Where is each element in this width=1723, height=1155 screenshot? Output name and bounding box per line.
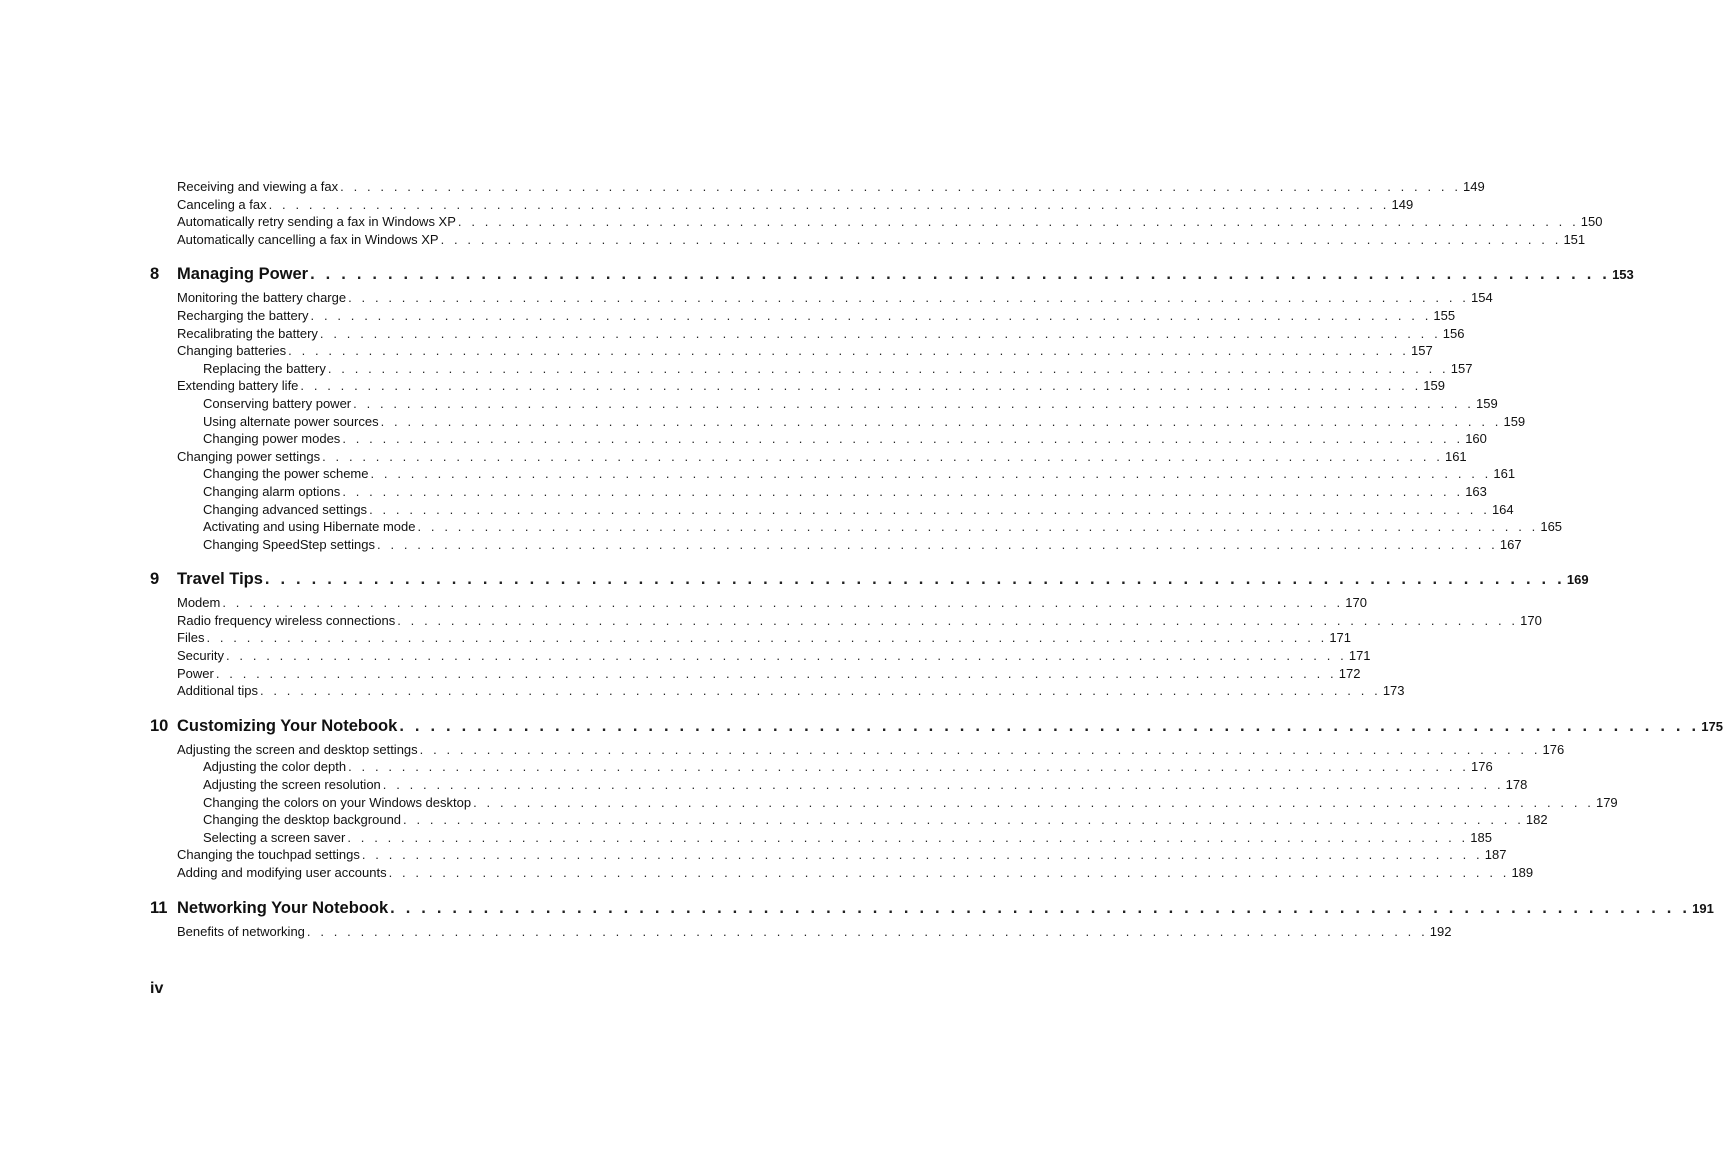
- dot-leader: . . . . . . . . . . . . . . . . . . . . . . . . . . . . . . . . . . . . . . . . . . . . . . . . . . . . . . . . . . . . . . . . . . . . . . . . . . . . . . . . . . . .: [319, 325, 1441, 341]
- toc-entry[interactable]: [177, 846, 1507, 864]
- toc-page-number: 155: [1433, 307, 1456, 323]
- toc-entry[interactable]: [177, 231, 1586, 249]
- toc-entry-title: Replacing the battery: [203, 360, 326, 376]
- toc-chapter-heading[interactable]: [150, 896, 1714, 920]
- dot-leader: . . . . . . . . . . . . . . . . . . . . . . . . . . . . . . . . . . . . . . . . . . . . . . . . . . . . . . . . . . . . . . . . . . . . . . . . . . . . . . . . . . . .: [370, 466, 1492, 482]
- toc-page-number: 169: [1566, 572, 1589, 588]
- dot-leader: . . . . . . . . . . . . . . . . . . . . . . . . . . . . . . . . . . . . . . . . . . . . . . . . . . . . . . . . . . . . . . . . . . . . . . . . . . . . . . . . . . . .: [369, 501, 1490, 517]
- toc-entry[interactable]: [203, 483, 1487, 501]
- toc-entry-title: Monitoring the battery charge: [177, 290, 347, 306]
- toc-entry[interactable]: [177, 612, 1542, 630]
- dot-leader: . . . . . . . . . . . . . . . . . . . . . . . . . . . . . . . . . . . . . . . . . . . . . . . . . . . . . . . . . . . . . . . . . . . . . . . . . . . . . . . . . . . .: [377, 536, 1498, 552]
- toc-entry-title: Power: [177, 665, 214, 681]
- dot-leader: . . . . . . . . . . . . . . . . . . . . . . . . . . . . . . . . . . . . . . . . . . . . . . . . . . . . . . . . . . . . . . . . . . . . . . . . . . . . . . . . . . . .: [288, 343, 1410, 359]
- toc-page-number: 159: [1423, 378, 1445, 394]
- toc-entry-title: Managing Power: [177, 265, 309, 284]
- toc-entry-title: Activating and using Hibernate mode: [203, 519, 416, 535]
- toc-entry-title: Selecting a screen saver: [203, 829, 346, 845]
- toc-entry[interactable]: [177, 665, 1361, 683]
- dot-leader: . . . . . . . . . . . . . . . . . . . . . . . . . . . . . . . . . . . . . . . . . . . . . . . . . . . . . . . . . . . . . . . . . . . . . . . . . . . . . . . . . . . .: [417, 519, 1539, 535]
- dot-leader: . . . . . . . . . . . . . . . . . . . . . . . . . . . . . . . . . . . . . . . . . . . . . . . . . . . . . . . . . . . . . . . . . . . . . . . . . . . . . . . . . . . .: [361, 847, 1483, 863]
- toc-page-number: 171: [1348, 648, 1371, 664]
- toc-entry[interactable]: [177, 923, 1452, 941]
- toc-page-number: 159: [1503, 413, 1526, 429]
- toc-entry-title: Radio frequency wireless connections: [177, 612, 396, 628]
- toc-entry-title: Automatically cancelling a fax in Windows XP: [177, 231, 439, 247]
- toc-page-number: 153: [1612, 267, 1634, 283]
- toc-page-number: 187: [1484, 847, 1507, 863]
- toc-page-number: 164: [1491, 501, 1514, 517]
- dot-leader: . . . . . . . . . . . . . . . . . . . . . . . . . . . . . . . . . . . . . . . . . . . . . . . . . . . . . . . . . . . . . . . . . . . . . . . . . . . . . . . . . . . .: [457, 214, 1579, 230]
- toc-entry-title: Changing the power scheme: [203, 466, 369, 482]
- toc-entry[interactable]: [203, 430, 1487, 448]
- toc-page-number: 160: [1465, 431, 1487, 447]
- toc-entry[interactable]: [177, 741, 1565, 759]
- dot-leader: . . . . . . . . . . . . . . . . . . . . . . . . . . . . . . . . . . . . . . . . . . . . . . . . . . . . . . . . . . . . . . . . . . . . . . . . . . . . . . . . . . . .: [300, 378, 1422, 394]
- toc-entry-title: Changing alarm options: [203, 483, 341, 499]
- chapter-number: 10: [150, 716, 169, 735]
- toc-page-number: 159: [1476, 395, 1498, 411]
- dot-leader: . . . . . . . . . . . . . . . . . . . . . . . . . . . . . . . . . . . . . . . . . . . . . . . . . . . . . . . . . . . . . . . . . . . . . . . . . . . . . . . . . . . .: [310, 265, 1611, 284]
- toc-entry-title: Changing power settings: [177, 448, 321, 464]
- toc-page-number: 176: [1470, 759, 1493, 775]
- toc-page-number: 175: [1701, 718, 1723, 734]
- dot-leader: . . . . . . . . . . . . . . . . . . . . . . . . . . . . . . . . . . . . . . . . . . . . . . . . . . . . . . . . . . . . . . . . . . . . . . . . . . . . . . . . . . . .: [264, 570, 1565, 589]
- dot-leader: . . . . . . . . . . . . . . . . . . . . . . . . . . . . . . . . . . . . . . . . . . . . . . . . . . . . . . . . . . . . . . . . . . . . . . . . . . . . . . . . . . . .: [327, 360, 1449, 376]
- dot-leader: . . . . . . . . . . . . . . . . . . . . . . . . . . . . . . . . . . . . . . . . . . . . . . . . . . . . . . . . . . . . . . . . . . . . . . . . . . . . . . . . . . . .: [268, 196, 1390, 212]
- page-number: iv: [150, 980, 164, 997]
- dot-leader: . . . . . . . . . . . . . . . . . . . . . . . . . . . . . . . . . . . . . . . . . . . . . . . . . . . . . . . . . . . . . . . . . . . . . . . . . . . . . . . . . . . .: [380, 413, 1502, 429]
- toc-page-number: 182: [1525, 812, 1548, 828]
- toc-entry-title: Canceling a fax: [177, 196, 267, 212]
- dot-leader: . . . . . . . . . . . . . . . . . . . . . . . . . . . . . . . . . . . . . . . . . . . . . . . . . . . . . . . . . . . . . . . . . . . . . . . . . . . . . . . . . . . .: [390, 898, 1691, 917]
- toc-entry-title: Adjusting the screen and desktop settings: [177, 741, 418, 757]
- toc-chapter-heading[interactable]: [150, 567, 1589, 591]
- dot-leader: . . . . . . . . . . . . . . . . . . . . . . . . . . . . . . . . . . . . . . . . . . . . . . . . . . . . . . . . . . . . . . . . . . . . . . . . . . . . . . . . . . . .: [399, 716, 1700, 735]
- toc-entry-title: Recalibrating the battery: [177, 325, 318, 341]
- toc-entry-title: Changing power modes: [203, 431, 341, 447]
- toc-entry[interactable]: [177, 629, 1352, 647]
- toc-entry[interactable]: [177, 682, 1405, 700]
- dot-leader: . . . . . . . . . . . . . . . . . . . . . . . . . . . . . . . . . . . . . . . . . . . . . . . . . . . . . . . . . . . . . . . . . . . . . . . . . . . . . . . . . . . .: [348, 759, 1469, 775]
- dot-leader: . . . . . . . . . . . . . . . . . . . . . . . . . . . . . . . . . . . . . . . . . . . . . . . . . . . . . . . . . . . . . . . . . . . . . . . . . . . . . . . . . . . .: [388, 865, 1510, 880]
- toc-entry[interactable]: [177, 647, 1371, 665]
- dot-leader: . . . . . . . . . . . . . . . . . . . . . . . . . . . . . . . . . . . . . . . . . . . . . . . . . . . . . . . . . . . . . . . . . . . . . . . . . . . . . . . . . . . .: [382, 777, 1504, 793]
- toc-entry[interactable]: [177, 377, 1445, 395]
- toc-page-number: 150: [1580, 214, 1603, 230]
- dot-leader: . . . . . . . . . . . . . . . . . . . . . . . . . . . . . . . . . . . . . . . . . . . . . . . . . . . . . . . . . . . . . . . . . . . . . . . . . . . . . . . . . . . .: [440, 231, 1562, 247]
- toc-entry[interactable]: [177, 196, 1414, 214]
- dot-leader: . . . . . . . . . . . . . . . . . . . . . . . . . . . . . . . . . . . . . . . . . . . . . . . . . . . . . . . . . . . . . . . . . . . . . . . . . . . . . . . . . . . .: [342, 431, 1464, 447]
- dot-leader: . . . . . . . . . . . . . . . . . . . . . . . . . . . . . . . . . . . . . . . . . . . . . . . . . . . . . . . . . . . . . . . . . . . . . . . . . . . . . . . . . . . .: [206, 630, 1328, 646]
- toc-page-number: 149: [1391, 196, 1414, 212]
- dot-leader: . . . . . . . . . . . . . . . . . . . . . . . . . . . . . . . . . . . . . . . . . . . . . . . . . . . . . . . . . . . . . . . . . . . . . . . . . . . . . . . . . . . .: [397, 612, 1519, 628]
- toc-entry-title: Receiving and viewing a fax: [177, 179, 339, 194]
- toc-entry-title: Travel Tips: [177, 570, 263, 589]
- toc-page-number: 157: [1411, 343, 1433, 359]
- toc-entry[interactable]: [203, 536, 1522, 554]
- toc-entry-title: Customizing Your Notebook: [177, 716, 398, 735]
- toc-entry[interactable]: [203, 413, 1526, 431]
- dot-leader: . . . . . . . . . . . . . . . . . . . . . . . . . . . . . . . . . . . . . . . . . . . . . . . . . . . . . . . . . . . . . . . . . . . . . . . . . . . . . . . . . . . .: [322, 448, 1443, 464]
- toc-page-number: 185: [1470, 829, 1492, 845]
- toc-page-number: 163: [1465, 483, 1487, 499]
- toc-entry-title: Changing the colors on your Windows desktop: [203, 794, 472, 810]
- chapter-number: 11: [150, 898, 168, 917]
- toc-entry[interactable]: [203, 811, 1548, 829]
- toc-page-number: 173: [1382, 683, 1405, 699]
- toc-page-number: 170: [1345, 595, 1367, 611]
- dot-leader: . . . . . . . . . . . . . . . . . . . . . . . . . . . . . . . . . . . . . . . . . . . . . . . . . . . . . . . . . . . . . . . . . . . . . . . . . . . . . . . . . . . .: [215, 665, 1337, 681]
- toc-page-number: 156: [1442, 325, 1465, 341]
- toc-entry-title: Changing the touchpad settings: [177, 847, 360, 863]
- toc-page-number: 167: [1499, 536, 1522, 552]
- toc-entry[interactable]: [177, 178, 1485, 196]
- chapter-number: 9: [150, 570, 160, 589]
- toc-entry-title: Extending battery life: [177, 378, 299, 394]
- dot-leader: . . . . . . . . . . . . . . . . . . . . . . . . . . . . . . . . . . . . . . . . . . . . . . . . . . . . . . . . . . . . . . . . . . . . . . . . . . . . . . . . . . . .: [340, 179, 1462, 194]
- toc-page-number: 192: [1429, 923, 1452, 939]
- toc-entry-title: Using alternate power sources: [203, 413, 379, 429]
- toc-entry-title: Changing the desktop background: [203, 812, 402, 828]
- dot-leader: . . . . . . . . . . . . . . . . . . . . . . . . . . . . . . . . . . . . . . . . . . . . . . . . . . . . . . . . . . . . . . . . . . . . . . . . . . . . . . . . . . . .: [403, 812, 1524, 828]
- toc-entry[interactable]: [177, 342, 1433, 360]
- toc-page-number: 171: [1329, 630, 1352, 646]
- toc-entry[interactable]: [203, 776, 1528, 794]
- dot-leader: . . . . . . . . . . . . . . . . . . . . . . . . . . . . . . . . . . . . . . . . . . . . . . . . . . . . . . . . . . . . . . . . . . . . . . . . . . . . . . . . . . . .: [225, 648, 1347, 664]
- toc-entry[interactable]: [203, 501, 1514, 519]
- toc-page-number: 191: [1692, 900, 1714, 916]
- dot-leader: . . . . . . . . . . . . . . . . . . . . . . . . . . . . . . . . . . . . . . . . . . . . . . . . . . . . . . . . . . . . . . . . . . . . . . . . . . . . . . . . . . . .: [419, 741, 1541, 757]
- toc-entry[interactable]: [203, 758, 1493, 776]
- toc-page-number: 172: [1338, 665, 1361, 681]
- toc-entry-title: Modem: [177, 595, 221, 611]
- toc-page-number: 157: [1450, 360, 1473, 376]
- toc-page-number: 189: [1511, 865, 1534, 880]
- dot-leader: . . . . . . . . . . . . . . . . . . . . . . . . . . . . . . . . . . . . . . . . . . . . . . . . . . . . . . . . . . . . . . . . . . . . . . . . . . . . . . . . . . . .: [222, 595, 1344, 611]
- toc-entry-title: Benefits of networking: [177, 923, 305, 939]
- toc-entry-title: Adding and modifying user accounts: [177, 865, 387, 880]
- toc-page-number: 154: [1470, 290, 1493, 306]
- toc-entry[interactable]: [203, 829, 1492, 847]
- toc-entry[interactable]: [177, 864, 1534, 882]
- toc-entry[interactable]: [177, 289, 1493, 307]
- dot-leader: . . . . . . . . . . . . . . . . . . . . . . . . . . . . . . . . . . . . . . . . . . . . . . . . . . . . . . . . . . . . . . . . . . . . . . . . . . . . . . . . . . . .: [259, 683, 1381, 699]
- toc-chapter-heading[interactable]: [150, 262, 1634, 286]
- toc-entry[interactable]: [177, 325, 1465, 343]
- toc-entry-title: Recharging the battery: [177, 307, 309, 323]
- toc-page-number: 176: [1542, 741, 1565, 757]
- toc-page-number: 170: [1520, 612, 1542, 628]
- toc-entry-title: Changing batteries: [177, 343, 287, 359]
- toc-entry-title: Networking Your Notebook: [177, 898, 389, 917]
- table-of-contents: [150, 178, 1723, 940]
- toc-entry-title: Changing advanced settings: [203, 501, 368, 517]
- toc-entry[interactable]: [203, 395, 1498, 413]
- toc-entry-title: Automatically retry sending a fax in Windows XP: [177, 214, 456, 230]
- dot-leader: . . . . . . . . . . . . . . . . . . . . . . . . . . . . . . . . . . . . . . . . . . . . . . . . . . . . . . . . . . . . . . . . . . . . . . . . . . . . . . . . . . . .: [306, 923, 1428, 939]
- toc-chapter-heading[interactable]: [150, 714, 1723, 738]
- dot-leader: . . . . . . . . . . . . . . . . . . . . . . . . . . . . . . . . . . . . . . . . . . . . . . . . . . . . . . . . . . . . . . . . . . . . . . . . . . . . . . . . . . . .: [347, 829, 1469, 845]
- toc-entry[interactable]: [203, 794, 1618, 812]
- toc-entry-title: Security: [177, 648, 224, 664]
- toc-entry[interactable]: [203, 360, 1473, 378]
- dot-leader: . . . . . . . . . . . . . . . . . . . . . . . . . . . . . . . . . . . . . . . . . . . . . . . . . . . . . . . . . . . . . . . . . . . . . . . . . . . . . . . . . . . .: [473, 794, 1594, 810]
- toc-entry-title: Files: [177, 630, 205, 646]
- toc-entry-title: Conserving battery power: [203, 395, 352, 411]
- toc-entry[interactable]: [177, 307, 1456, 325]
- toc-entry-title: Adjusting the color depth: [203, 759, 347, 775]
- dot-leader: . . . . . . . . . . . . . . . . . . . . . . . . . . . . . . . . . . . . . . . . . . . . . . . . . . . . . . . . . . . . . . . . . . . . . . . . . . . . . . . . . . . .: [342, 483, 1464, 499]
- toc-page-number: 161: [1444, 448, 1467, 464]
- toc-entry[interactable]: [177, 213, 1603, 231]
- toc-entry[interactable]: [177, 448, 1467, 466]
- toc-page-number: 151: [1563, 231, 1586, 247]
- toc-page-number: 178: [1505, 777, 1528, 793]
- toc-page-number: 161: [1493, 466, 1516, 482]
- chapter-number: 8: [150, 265, 160, 284]
- toc-entry-title: Changing SpeedStep settings: [203, 536, 376, 552]
- toc-entry[interactable]: [177, 594, 1367, 612]
- toc-entry-title: Additional tips: [177, 683, 258, 699]
- dot-leader: . . . . . . . . . . . . . . . . . . . . . . . . . . . . . . . . . . . . . . . . . . . . . . . . . . . . . . . . . . . . . . . . . . . . . . . . . . . . . . . . . . . .: [348, 290, 1469, 306]
- toc-page-number: 165: [1540, 519, 1563, 535]
- dot-leader: . . . . . . . . . . . . . . . . . . . . . . . . . . . . . . . . . . . . . . . . . . . . . . . . . . . . . . . . . . . . . . . . . . . . . . . . . . . . . . . . . . . .: [310, 307, 1432, 323]
- toc-page-number: 149: [1463, 179, 1485, 194]
- toc-page-number: 179: [1595, 794, 1618, 810]
- toc-entry-title: Adjusting the screen resolution: [203, 777, 381, 793]
- dot-leader: . . . . . . . . . . . . . . . . . . . . . . . . . . . . . . . . . . . . . . . . . . . . . . . . . . . . . . . . . . . . . . . . . . . . . . . . . . . . . . . . . . . .: [353, 395, 1475, 411]
- toc-entry[interactable]: [203, 518, 1563, 536]
- toc-entry[interactable]: [203, 465, 1516, 483]
